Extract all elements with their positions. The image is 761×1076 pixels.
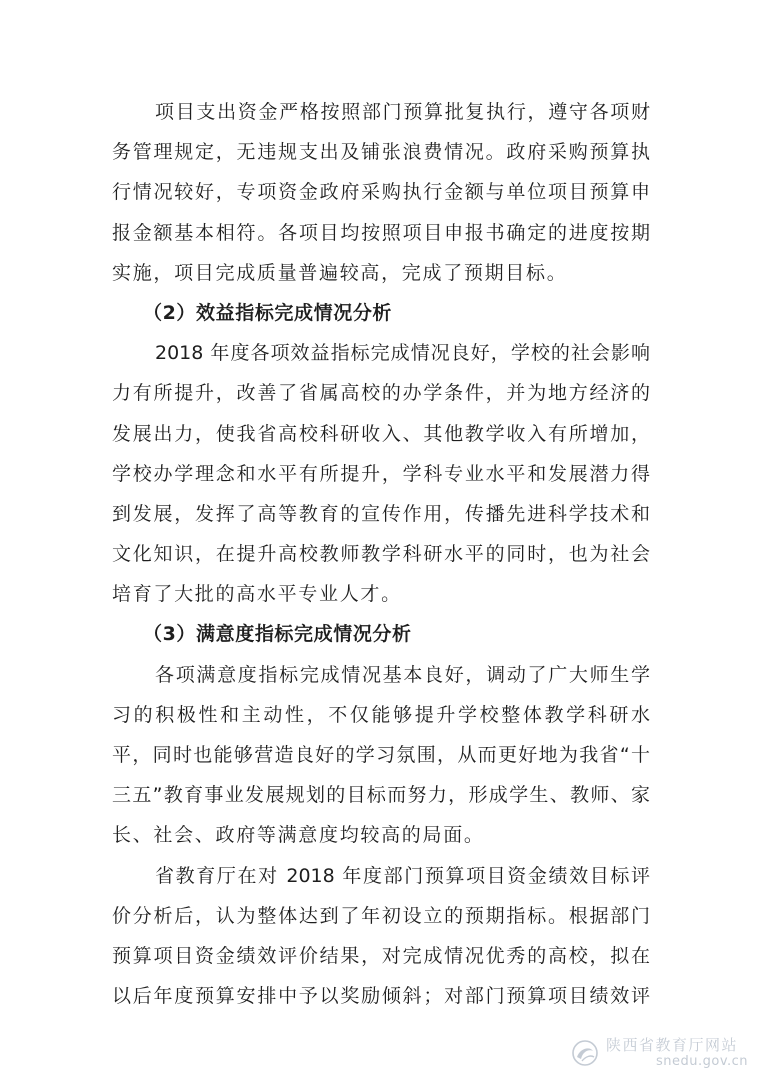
paragraph-line: 到发展，发挥了高等教育的宣传作用，传播先进科学技术和 [112,502,650,525]
paragraph-line: 平，同时也能够营造良好的学习氛围，从而更好地为我省“十 [112,744,650,766]
paragraph-line: 以后年度预算安排中予以奖励倾斜；对部门预算项目绩效评 [112,985,650,1008]
watermark-url: snedu.gov.cn [656,1054,749,1069]
paragraph-line: 培育了大批的高水平专业人才。 [112,583,402,606]
paragraph-line: 务管理规定，无违规支出及铺张浪费情况。政府采购预算执 [112,141,650,164]
education-department-logo-icon [570,1038,600,1068]
paragraph-line: 长、社会、政府等满意度均较高的局面。 [112,824,485,847]
paragraph-line: 学校办学理念和水平有所提升，学科专业水平和发展潜力得 [112,462,650,485]
paragraph-line: 各项满意度指标完成情况基本良好，调动了广大师生学 [155,663,650,686]
paragraph-line: 预算项目资金绩效评价结果，对完成情况优秀的高校，拟在 [112,944,650,967]
section-heading-benefit: （2）效益指标完成情况分析 [143,301,393,324]
paragraph-line: 项目支出资金严格按照部门预算批复执行，遵守各项财 [155,101,650,123]
paragraph-line: 文化知识，在提升高校教师教学科研水平的同时，也为社会 [112,543,650,566]
paragraph-line: 习的积极性和主动性，不仅能够提升学校整体教学科研水 [112,703,650,726]
watermark-site-name: 陕西省教育厅网站 [606,1036,739,1054]
paragraph-line: 省教育厅在对 2018 年度部门预算项目资金绩效目标评 [155,864,650,887]
section-heading-satisfaction: （3）满意度指标完成情况分析 [143,623,412,646]
paragraph-line: 报金额基本相符。各项目均按照项目申报书确定的进度按期 [112,221,650,244]
paragraph-line: 价分析后，认为整体达到了年初设立的预期指标。根据部门 [112,904,650,927]
paragraph-line: 发展出力，使我省高校科研收入、其他教学收入有所增加， [112,422,650,445]
paragraph-line: 三五”教育事业发展规划的目标而努力，形成学生、教师、家 [112,784,650,807]
paragraph-line: 力有所提升，改善了省属高校的办学条件，并为地方经济的 [112,382,650,405]
document-body [112,92,650,1016]
site-watermark [570,1034,752,1072]
paragraph-line: 实施，项目完成质量普遍较高，完成了预期目标。 [112,261,568,284]
paragraph-line: 行情况较好，专项资金政府采购执行金额与单位项目预算申 [112,181,650,204]
paragraph-line: 2018 年度各项效益指标完成情况良好，学校的社会影响 [155,342,650,365]
